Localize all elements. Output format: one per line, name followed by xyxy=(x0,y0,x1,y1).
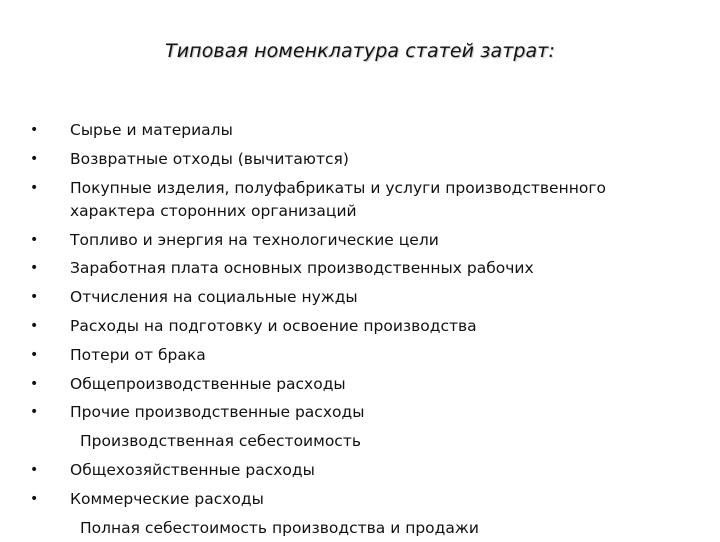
list-item-text: Сырье и материалы xyxy=(70,121,233,139)
subtotal-line xyxy=(30,427,690,456)
list-item-text: Отчисления на социальные нужды xyxy=(70,288,358,307)
slide-title: Типовая номенклатура статей затрат: xyxy=(165,40,555,62)
list-item xyxy=(30,116,690,145)
subtotal-text: Производственная себестоимость xyxy=(80,432,361,451)
list-item-text: Коммерческие расходы xyxy=(70,489,264,508)
list-item-text: Расходы на подготовку и освоение производства xyxy=(70,316,477,335)
list-item xyxy=(30,174,690,226)
total-text: Полная себестоимость производства и продажи xyxy=(80,518,479,537)
list-item-text: Топливо и энергия на технологические цели xyxy=(70,230,439,249)
list-item xyxy=(30,312,690,341)
list-item xyxy=(30,398,690,427)
list-item xyxy=(30,283,690,312)
list-item-text: Прочие производственные расходы xyxy=(70,403,365,422)
list-item xyxy=(30,145,690,174)
list-item-text: Общехозяйственные расходы xyxy=(70,460,315,479)
list-item xyxy=(30,370,690,399)
list-item-text: Возвратные отходы (вычитаются) xyxy=(70,149,349,168)
list-item xyxy=(30,254,690,283)
list-item xyxy=(30,226,690,255)
list-item xyxy=(30,485,690,514)
list-item xyxy=(30,341,690,370)
list-item-text: Общепроизводственные расходы xyxy=(70,374,346,393)
list-item-text: Заработная плата основных производственных рабочих xyxy=(70,259,534,278)
list-item xyxy=(30,456,690,485)
list-item-text: Потери от брака xyxy=(70,345,206,364)
total-line xyxy=(30,514,690,542)
list-item-text: • Покупные изделия, полуфабрикаты и услуги производственного характера сторонних организаций xyxy=(70,178,606,220)
cost-items-list xyxy=(30,116,690,542)
